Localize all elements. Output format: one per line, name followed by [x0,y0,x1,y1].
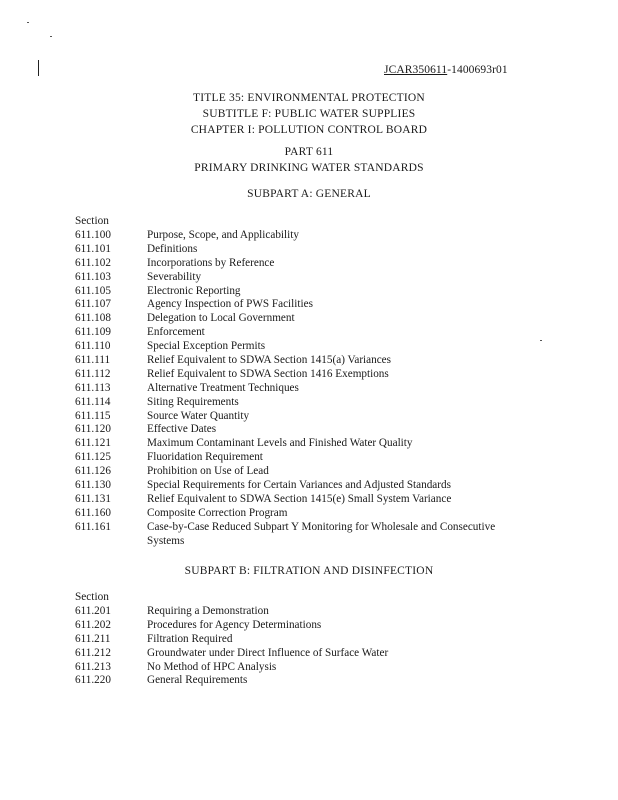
section-title: Source Water Quantity [147,409,250,422]
section-title: Purpose, Scope, and Applicability [147,229,299,241]
section-title: Relief Equivalent to SDWA Section 1415(e) Small System Variance [147,492,452,505]
toc-row [75,410,535,424]
section-number: 611.113 [75,381,111,394]
section-number: 611.105 [75,284,111,297]
section-number: 611.212 [75,646,111,659]
toc-row [75,382,535,396]
section-title: No Method of HPC Analysis [147,660,277,673]
margin-change-bar [38,60,39,76]
section-number: 611.108 [75,312,111,325]
subpart-a-title: SUBPART A: GENERAL [247,188,371,200]
toc-row [75,396,535,410]
section-title: Definitions [147,242,198,255]
section-title: Requiring a Demonstration [147,605,269,617]
section-number: 611.131 [75,492,111,505]
toc-row [75,340,535,354]
toc-row [75,479,535,493]
toc-row [75,243,535,257]
section-title: Electronic Reporting [147,284,241,297]
section-title: Relief Equivalent to SDWA Section 1415(a) Variances [147,354,391,367]
section-title: Agency Inspection of PWS Facilities [147,298,313,311]
section-title: Procedures for Agency Determinations [147,618,322,631]
toc-row [75,312,535,326]
chapter-line: CHAPTER I: POLLUTION CONTROL BOARD [190,124,428,136]
section-title: Incorporations by Reference [147,256,275,269]
title-block [0,90,618,138]
section-title: Special Exception Permits [147,340,266,353]
section-number: 611.126 [75,465,111,478]
document-id-underlined: JCAR350611 [384,64,448,76]
section-number: 611.114 [75,395,111,408]
toc-row [75,285,535,299]
section-number: 611.111 [75,354,111,367]
toc-row [75,647,535,661]
section-title: Fluoridation Requirement [147,451,263,464]
section-number: 611.121 [75,437,111,450]
toc-row [75,354,535,368]
toc-row [75,451,535,465]
subpart-b-title: SUBPART B: FILTRATION AND DISINFECTION [184,565,434,577]
section-title: Severability [147,270,202,283]
section-number: 611.213 [75,660,111,673]
section-number: 611.100 [75,229,111,241]
section-title: Groundwater under Direct Influence of Surface Water [147,646,389,659]
section-title: Filtration Required [147,632,233,645]
part-number: PART 611 [284,146,334,158]
section-number: 611.101 [75,242,111,255]
toc-row [75,674,535,688]
section-number: 611.202 [75,618,111,631]
section-number: 611.102 [75,256,111,269]
section-number: 611.110 [75,340,111,353]
section-number: 611.112 [75,367,111,380]
section-title: Case-by-Case Reduced Subpart Y Monitoring for Wholesale and Consecutive Systems [147,520,496,547]
section-number: 611.120 [75,423,111,436]
scan-speck [50,36,52,37]
toc-row [75,229,535,243]
section-title: Prohibition on Use of Lead [147,465,269,478]
document-id-suffix: -1400693r01 [447,64,508,76]
section-number: 611.220 [75,674,111,687]
section-title: Siting Requirements [147,395,239,408]
section-number: 611.103 [75,270,111,283]
section-title: Alternative Treatment Techniques [147,381,299,394]
section-title: Special Requirements for Certain Variances and Adjusted Standards [147,479,451,492]
part-block [0,144,618,176]
subtitle-line: SUBTITLE F: PUBLIC WATER SUPPLIES [202,108,416,120]
document-id [384,64,508,76]
section-title: Relief Equivalent to SDWA Section 1416 Exemptions [147,367,389,380]
section-number: 611.109 [75,326,111,339]
section-title: Maximum Contaminant Levels and Finished Water Quality [147,437,413,450]
toc-row [75,465,535,479]
section-label: Section [75,215,109,227]
section-title: Enforcement [147,326,205,339]
toc-row [75,605,535,619]
part-name: PRIMARY DRINKING WATER STANDARDS [194,162,424,174]
subpart-b-section-list [75,605,535,688]
section-number: 611.211 [75,632,111,645]
section-label: Section [75,591,109,603]
section-title: Delegation to Local Government [147,312,295,325]
toc-row [75,493,535,507]
section-number: 611.130 [75,479,111,492]
toc-row [75,633,535,647]
scan-speck [27,22,29,23]
section-number: 611.160 [75,506,111,519]
section-number: 611.201 [75,605,111,617]
toc-row [75,521,535,549]
toc-row [75,423,535,437]
toc-row [75,507,535,521]
scan-speck [540,340,542,341]
toc-row [75,619,535,633]
toc-row [75,661,535,675]
title-line: TITLE 35: ENVIRONMENTAL PROTECTION [193,92,425,104]
section-title: Effective Dates [147,423,217,436]
subpart-a-section-list [75,229,535,549]
toc-row [75,326,535,340]
toc-row [75,437,535,451]
section-number: 611.115 [75,409,111,422]
toc-row [75,257,535,271]
section-number: 611.107 [75,298,111,311]
section-number: 611.161 [75,520,111,533]
section-title: General Requirements [147,674,248,687]
section-number: 611.125 [75,451,111,464]
toc-row [75,298,535,312]
toc-row [75,271,535,285]
section-title: Composite Correction Program [147,506,288,519]
toc-row [75,368,535,382]
